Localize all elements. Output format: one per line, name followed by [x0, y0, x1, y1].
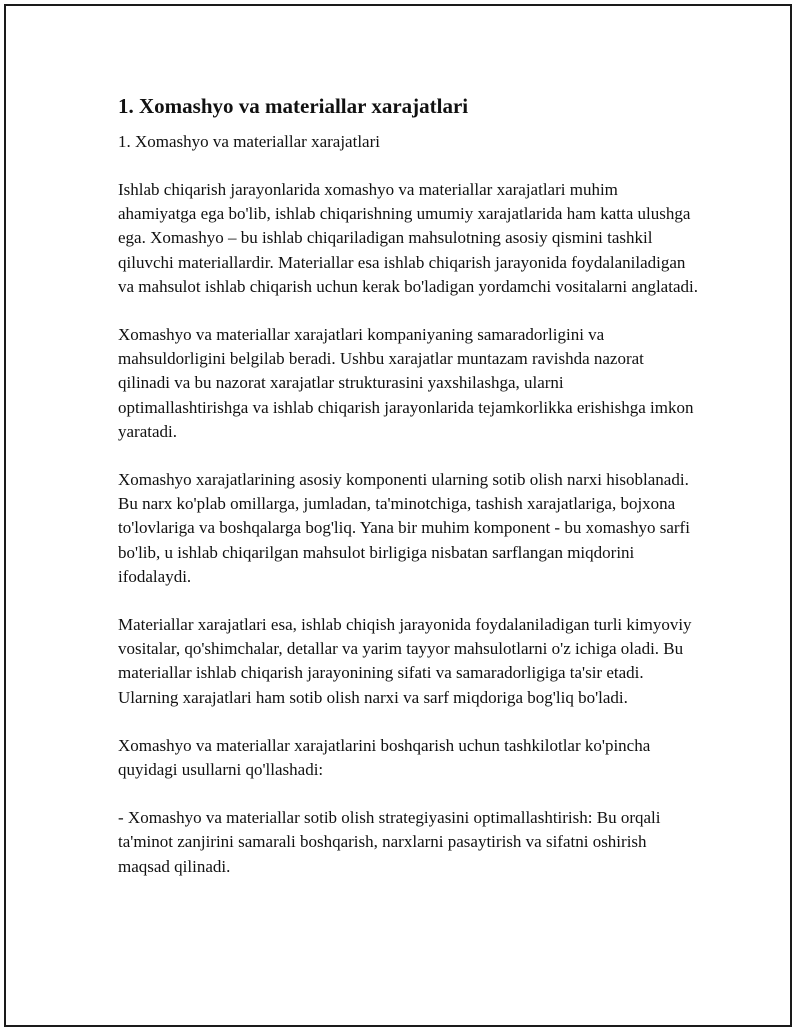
paragraph-2: Xomashyo va materiallar xarajatlari kompaniyaning samaradorligini va mahsuldorligini belgilab beradi. Ushbu xarajatlar muntazam ravishda nazorat qilinadi va bu nazorat xarajatlar strukturasini yaxshilashga, ularni optimallashtirishga va ishlab chiqarish jarayonlarida tejamkorlikka erishishga imkon yaratadi.	[118, 325, 694, 441]
paragraph-3: Xomashyo xarajatlarining asosiy komponenti ularning sotib olish narxi hisoblanadi. Bu narx ko'plab omillarga, jumladan, ta'minotchiga, tashish xarajatlariga, bojxona to'lovlariga va boshqalarga bog'liq. Yana bir muhim komponent - bu xomashyo sarfi bo'lib, u ishlab chiqarilgan mahsulot birligiga nisbatan sarflangan miqdorini ifodalaydi.	[118, 470, 690, 586]
document-heading: 1. Xomashyo va materiallar xarajatlari	[118, 94, 469, 118]
paragraph-4: Materiallar xarajatlari esa, ishlab chiqish jarayonida foydalaniladigan turli kimyoviy vositalar, qo'shimchalar, detallar va yarim tayyor mahsulotlarni o'z ichiga oladi. Bu materiallar ishlab chiqarish jarayonining sifati va samaradorligiga ta'sir etadi. Ularning xarajatlari ham sotib olish narxi va sarf miqdoriga bog'liq bo'ladi.	[118, 615, 692, 707]
paragraph-6: - Xomashyo va materiallar sotib olish strategiyasini optimallashtirish: Bu orqali ta'minot zanjirini samarali boshqarish, narxlarni pasaytirish va sifatni oshirish maqsad qilinadi.	[118, 808, 661, 876]
document-body	[118, 92, 698, 903]
paragraph-5: Xomashyo va materiallar xarajatlarini boshqarish uchun tashkilotlar ko'pincha quyidagi usullarni qo'llashadi:	[118, 735, 651, 780]
document-subheading: 1. Xomashyo va materiallar xarajatlari	[118, 132, 380, 151]
paragraph-1: Ishlab chiqarish jarayonlarida xomashyo va materiallar xarajatlari muhim ahamiyatga ega bo'lib, ishlab chiqarishning umumiy xarajatlarida ham katta ulushga ega. Xomashyo – bu ishlab chiqariladigan mahsulotning asosiy qismini tashkil qiluvchi materiallardir. Materiallar esa ishlab chiqarish jarayonida foydalaniladigan va mahsulot ishlab chiqarish uchun kerak bo'ladigan yordamchi vositalarni anglatadi.	[118, 180, 698, 296]
